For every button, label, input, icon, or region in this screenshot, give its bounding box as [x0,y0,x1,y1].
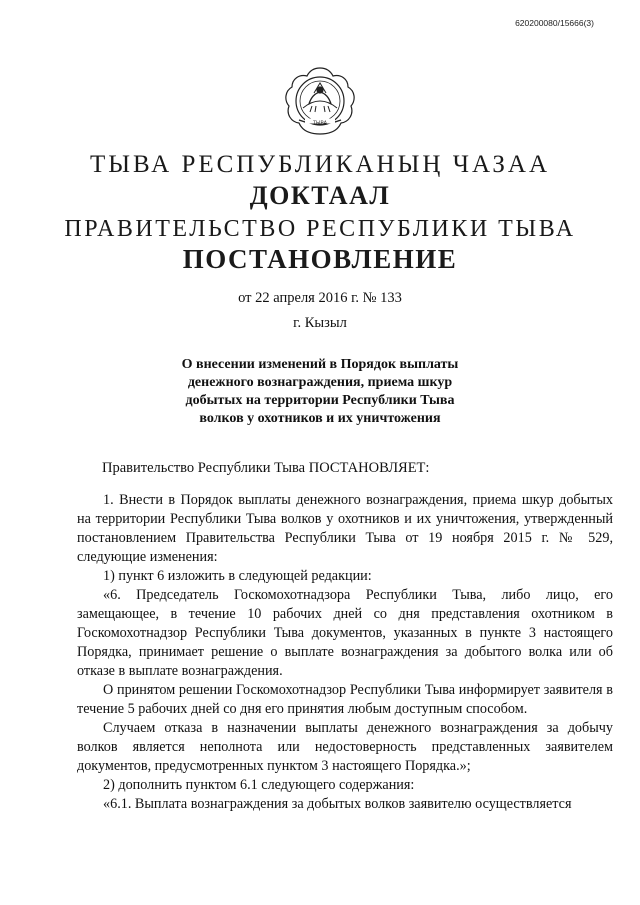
body-paragraph: 2) дополнить пунктом 6.1 следующего содержания: [103,777,415,793]
header-doktaal: ДОКТААЛ [249,181,391,210]
title-line: О внесении изменений в Порядок выплаты [181,357,459,372]
body-paragraph: О принятом решении Госкомохотнадзор Республики Тыва информирует заявителя в течение 5 рабочих дней со дня его принятия любым доступным способом. [77,682,613,717]
body-paragraph: Случаем отказа в назначении выплаты денежного вознаграждения за добычу волков является неполнота или недостоверность представленных заявителем документов, предусмотренных пунктом 3 настоящего Порядка.»; [77,720,613,774]
intro-statement: Правительство Республики Тыва ПОСТАНОВЛЯЕТ: [102,460,430,476]
body-paragraph: 1. Внести в Порядок выплаты денежного вознаграждения, приема шкур добытых на территории Республики Тыва волков у охотников и их уничтожения, утвержденный постановлением Правительства Республики Тыва от 19 ноября 2015 г. № 529, следующие изменения: [77,492,613,565]
header-government-of-tyva: ПРАВИТЕЛЬСТВО РЕСПУБЛИКИ ТЫВА [64,216,576,242]
title-line: волков у охотников и их уничтожения [199,411,441,426]
header-postanovlenie: ПОСТАНОВЛЕНИЕ [182,244,458,274]
title-line: добытых на территории Республики Тыва [185,393,455,408]
document-body [77,486,613,814]
body-paragraph: «6. Председатель Госкомохотнадзора Республики Тыва, либо лицо, его замещающее, в течение 10 рабочих дней со дня представления охотником в Госкомохотнадзор Республики Тыва документов, указанных в пункте 3 настоящего Порядка, принимает решение о выплате вознаграждения за добытого волка или об отказе в выплате вознаграждения. [77,587,613,679]
document-date: от 22 апреля 2016 г. № 133 [238,290,402,306]
tuva-coat-of-arms-icon [281,64,359,138]
emblem-ribbon-text: ТЫВА [313,120,327,127]
body-paragraph: «6.1. Выплата вознаграждения за добытых волков заявителю осуществляется [103,796,572,812]
body-paragraph: 1) пункт 6 изложить в следующей редакции: [103,568,372,584]
document-title [150,356,490,428]
document-city: г. Кызыл [293,315,347,331]
title-line: денежного вознаграждения, приема шкур [187,375,453,390]
document-code: 620200080/15666(3) [515,18,594,28]
header-tyva-government: ТЫВА РЕСПУБЛИКАНЫҢ ЧАЗАА [89,151,551,178]
